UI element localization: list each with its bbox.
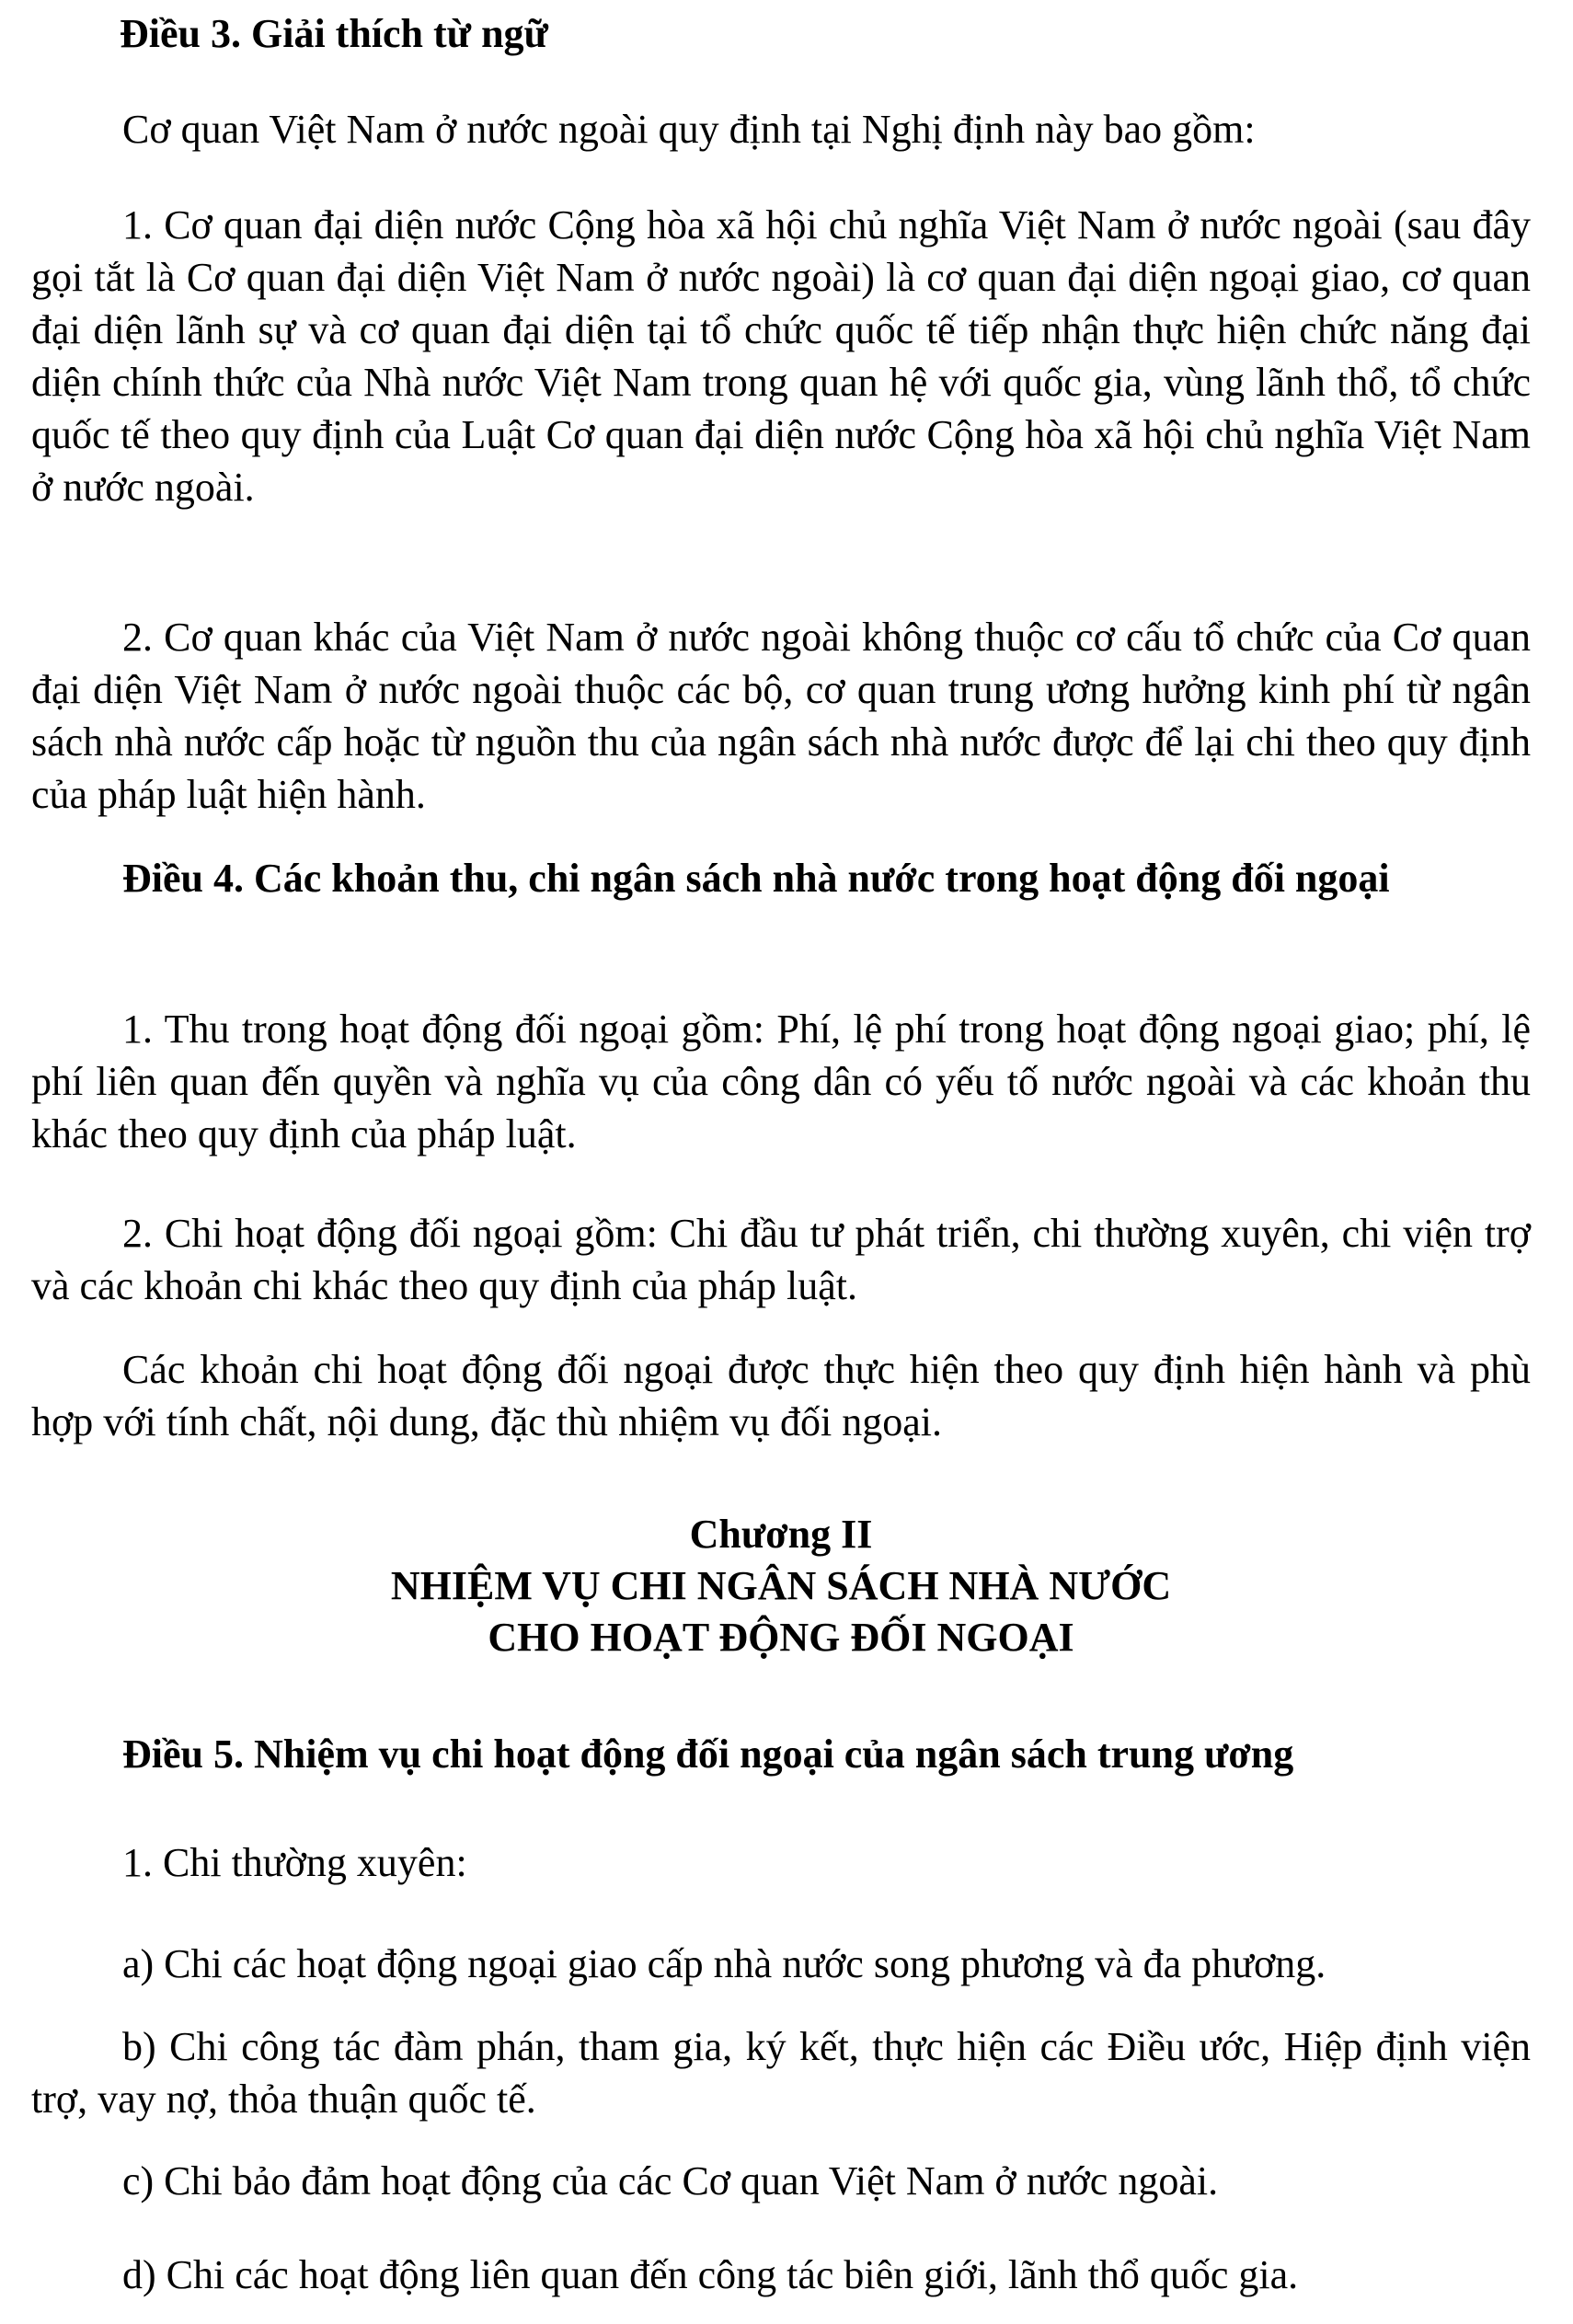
- article-3-item-2: 2. Cơ quan khác của Việt Nam ở nước ngoài không thuộc cơ cấu tổ chức của Cơ quan đại diện Việt Nam ở nước ngoài thuộc các bộ, cơ quan trung ương hưởng kinh phí từ ngân sách nhà nước cấp hoặc từ nguồn thu của ngân sách nhà nước được để lại chi theo quy định của pháp luật hiện hành.: [31, 615, 1531, 817]
- article-4-item-3: Các khoản chi hoạt động đối ngoại được thực hiện theo quy định hiện hành và phù hợp với tính chất, nội dung, đặc thù nhiệm vụ đối ngoại.: [31, 1347, 1531, 1444]
- article-4-item-1: 1. Thu trong hoạt động đối ngoại gồm: Phí, lệ phí trong hoạt động ngoại giao; phí, lệ phí liên quan đến quyền và nghĩa vụ của công dân có yếu tố nước ngoài và các khoản thu khác theo quy định của pháp luật.: [31, 1007, 1531, 1156]
- article-5-item-a: a) Chi các hoạt động ngoại giao cấp nhà nước song phương và đa phương.: [122, 1941, 1326, 1986]
- article-5-item-b: b) Chi công tác đàm phán, tham gia, ký kết, thực hiện các Điều ước, Hiệp định viện trợ, vay nợ, thỏa thuận quốc tế.: [31, 2024, 1531, 2122]
- article-3-title: Điều 3. Giải thích từ ngữ: [120, 11, 548, 56]
- article-5-item-d: d) Chi các hoạt động liên quan đến công tác biên giới, lãnh thổ quốc gia.: [122, 2252, 1299, 2297]
- chapter-title-line-2: CHO HOẠT ĐỘNG ĐỐI NGOẠI: [488, 1615, 1074, 1660]
- article-3-item-1: 1. Cơ quan đại diện nước Cộng hòa xã hội chủ nghĩa Việt Nam ở nước ngoài (sau đây gọi tắt là Cơ quan đại diện Việt Nam ở nước ngoài) là cơ quan đại diện ngoại giao, cơ quan đại diện lãnh sự và cơ quan đại diện tại tổ chức quốc tế tiếp nhận thực hiện chức năng đại diện chính thức của Nhà nước Việt Nam trong quan hệ với quốc gia, vùng lãnh thổ, tổ chức quốc tế theo quy định của Luật Cơ quan đại diện nước Cộng hòa xã hội chủ nghĩa Việt Nam ở nước ngoài.: [31, 202, 1531, 510]
- article-5-item-c: c) Chi bảo đảm hoạt động của các Cơ quan Việt Nam ở nước ngoài.: [122, 2158, 1219, 2203]
- article-5-item-1: 1. Chi thường xuyên:: [122, 1840, 467, 1885]
- article-5-title: Điều 5. Nhiệm vụ chi hoạt động đối ngoại của ngân sách trung ương: [122, 1731, 1294, 1777]
- article-4-title: Điều 4. Các khoản thu, chi ngân sách nhà nước trong hoạt động đối ngoại: [122, 856, 1390, 901]
- chapter-title-line-1: NHIỆM VỤ CHI NGÂN SÁCH NHÀ NƯỚC: [390, 1563, 1172, 1608]
- article-3-intro: Cơ quan Việt Nam ở nước ngoài quy định tại Nghị định này bao gồm:: [122, 107, 1256, 152]
- article-4-item-2: 2. Chi hoạt động đối ngoại gồm: Chi đầu tư phát triển, chi thường xuyên, chi viện trợ và các khoản chi khác theo quy định của pháp luật.: [31, 1211, 1531, 1308]
- chapter-heading: [31, 1509, 1531, 1663]
- chapter-number: Chương II: [689, 1512, 873, 1557]
